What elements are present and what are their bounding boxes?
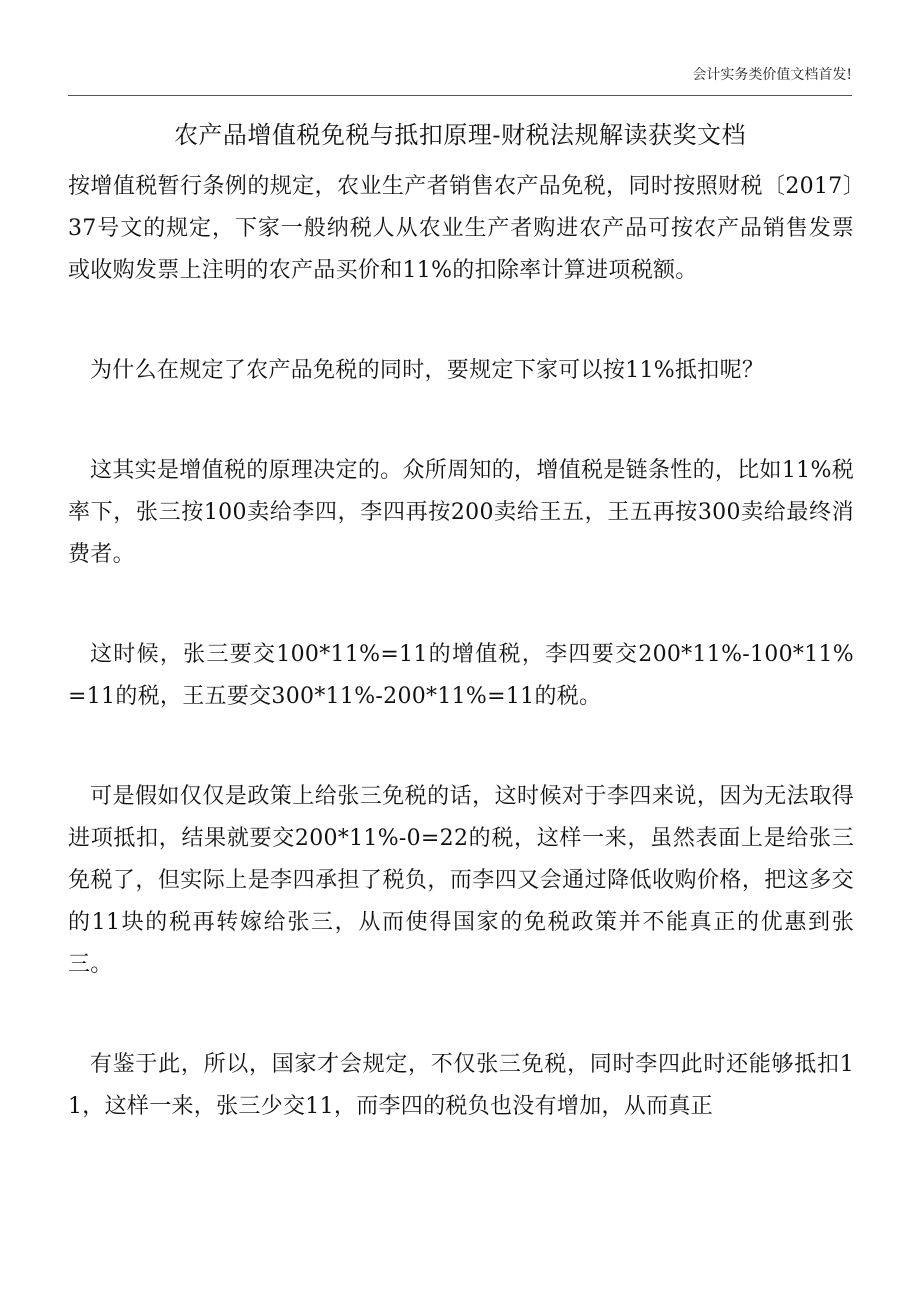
document-body [68,166,854,1186]
paragraph: 这时候，张三要交100*11%=11的增值税，李四要交200*11%-100*11%=11的税，王五要交300*11%-200*11%=11的税。 [68,642,854,709]
paragraph: 可是假如仅仅是政策上给张三免税的话，这时候对于李四来说，因为无法取得进项抵扣，结果就要交200*11%-0=22的税，这样一来，虽然表面上是给张三免税了，但实际上是李四承担了税负，而李四又会通过降低收购价格，把这多交的11块的税再转嫁给张三，从而使得国家的免税政策并不能真正的优惠到张三。 [68,784,854,977]
document-title: 农产品增值税免税与抵扣原理-财税法规解读获奖文档 [173,121,747,149]
header-divider [68,95,852,96]
paragraph: 这其实是增值税的原理决定的。众所周知的，增值税是链条性的，比如11%税率下，张三按100卖给李四，李四再按200卖给王五，王五再按300卖给最终消费者。 [68,458,854,567]
paragraph: 按增值税暂行条例的规定，农业生产者销售农产品免税，同时按照财税〔2017〕37号文的规定，下家一般纳税人从农业生产者购进农产品可按农产品销售发票或收购发票上注明的农产品买价和11%的扣除率计算进项税额。 [68,174,854,283]
paragraph: 为什么在规定了农产品免税的同时，要规定下家可以按11%抵扣呢？ [90,358,765,383]
header-note: 会计实务类价值文档首发! [692,67,852,83]
paragraph: 有鉴于此，所以，国家才会规定，不仅张三免税，同时李四此时还能够抵扣11，这样一来，张三少交11，而李四的税负也没有增加，从而真正 [68,1052,854,1119]
